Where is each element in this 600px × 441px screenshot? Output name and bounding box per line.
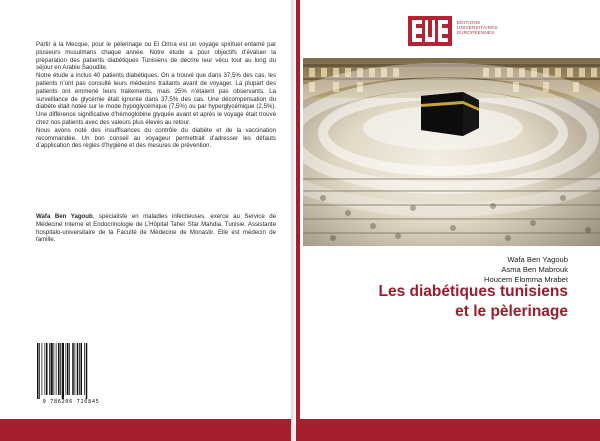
barcode-bar [67,343,69,395]
barcode-bar [49,343,50,395]
barcode-bar [54,343,55,395]
back-cover-red-bar [0,419,291,441]
back-cover-blurb [36,41,276,150]
barcode-bar [62,343,64,399]
barcode-bar [86,343,88,399]
author-name: Wafa Ben Yagoub [507,255,568,264]
barcode-bar [60,343,61,395]
isbn-digits: 9 786206 726845 [42,399,100,405]
barcode-bar [45,343,46,395]
front-cover-red-bar [300,419,600,441]
book-title-line: Les diabétiques tunisiens [378,283,568,300]
author-name: Asma Ben Mabrouk [501,264,568,274]
barcode-bars [36,343,106,399]
blurb-paragraph: Partir à la Mecque, pour le pèlerinage ou El Omra est un voyage spirituel entamé par plusieurs musulmans chaque année. Notre étude a pour objectifs d’évaluer la préparation des patients diabétiques Tunisiens de décrire leur vécu tout au long du séjour en Arabie Saoudite. [36,41,276,72]
barcode-bar [58,343,60,395]
publisher-name-line: ÉDITIONS [457,20,481,25]
blurb-paragraph: Nous avons noté des insuffisances du contrôle du diabète et de la vaccination recommandée. Un bon conseil au voyageur permettrait d’adresser les défauts d’application des règles d’hygiène et des mesures de prévention. [36,126,276,150]
book-title-line: et le pèlerinage [455,303,568,320]
barcode-bar [84,343,85,395]
author-name: Houcem Elomma Mrabet [484,274,568,284]
barcode-bar [75,343,76,395]
isbn-barcode [36,343,106,405]
barcode-bar [77,343,79,395]
barcode-bar [56,343,57,395]
author-bio [36,213,276,244]
author-list [400,255,568,284]
barcode-bar [37,343,39,399]
barcode-bar [79,343,80,395]
publisher-name-line: UNIVERSITAIRES [457,25,498,31]
book-title [322,282,568,322]
author-bio-text: , spécialiste en maladies infectieuses, exerce au Service de Médecine Interne et Endocrinologie de L’Hôpital Taher Sfar Mahdia, Tunisie. Assistante hospitalo-universitaire de la Faculté de Médecine de Monastir. Elle est médecin de famille. [36,213,276,244]
barcode-bar [66,343,67,395]
publisher-name [457,20,537,36]
publisher-name-line: EUROPÉENNES [457,30,495,36]
barcode-bar [81,343,83,395]
barcode-bar [69,343,70,395]
author-bio-name: Wafa Ben Yagoub [36,213,93,220]
cover-photo-kaaba [303,58,600,246]
barcode-bar [51,343,53,395]
barcode-bar [42,343,43,395]
publisher-logo [408,16,452,46]
barcode-bar [72,343,74,395]
blurb-paragraph: Notre étude a inclus 40 patients diabétiques. On a trouvé que dans 37,5% des cas, les patients n’ont pas consulté leurs médecins traitants avant de voyager. La plupart des patients ont emmené leurs traitements, mais 25% n’étaient pas observants. La surveillance de glycémie était ignorée dans 37,5% des cas. Une décompensation du diabète était notée sur le mode hypoglycémique (7,5%) ou par hyperglycémique (2,5%). Une différence significative d’hémoglobine glyquée avant et après le voyage était trouvé chez nos patients avec des valeurs plus élevés au retour. [36,72,276,126]
barcode-bar [39,343,40,399]
barcode-bar [46,343,48,395]
